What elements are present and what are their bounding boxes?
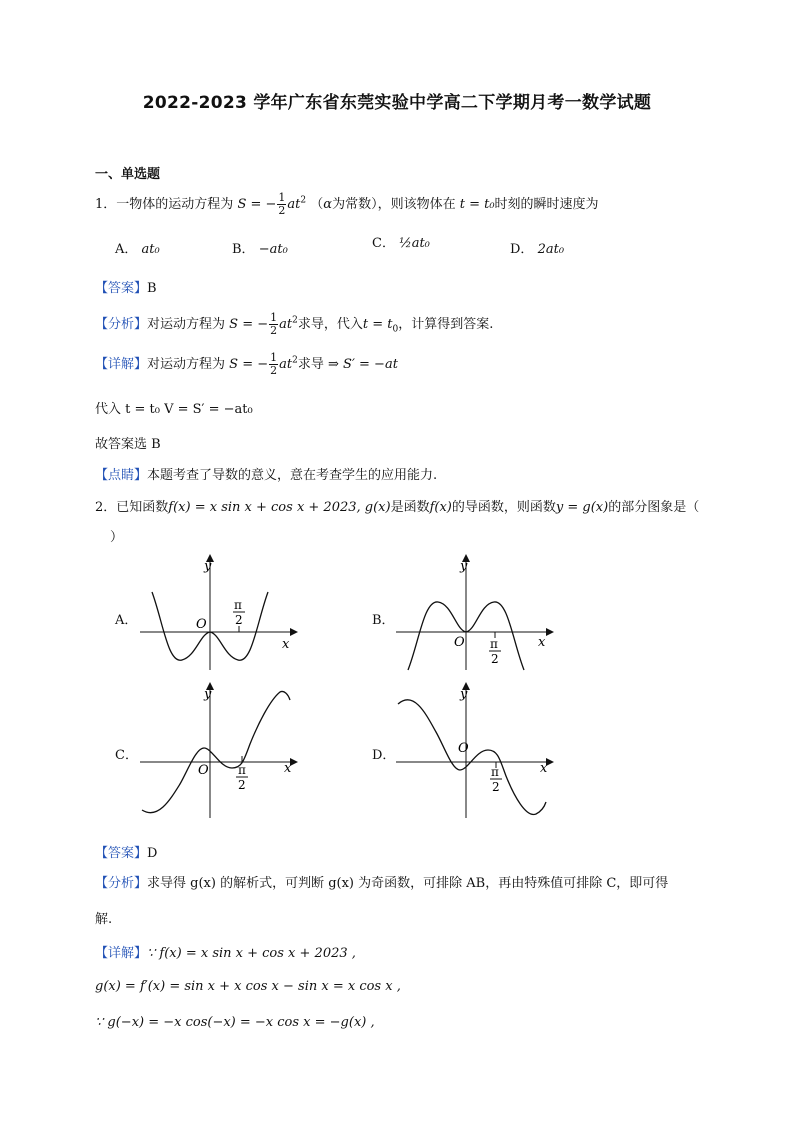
pi-label: π	[234, 598, 242, 612]
origin-label: O	[196, 617, 207, 632]
q2-detail-line-3: ∵ g(−x) = −x cos(−x) = −x cos x = −g(x) ,	[95, 1015, 375, 1030]
q1-analysis: 【分析】对运动方程为 S = − $\frac{1}{2}$ $at^2$求导，代入$t = t_0$，计算得到答案.	[95, 311, 494, 337]
axis-y-label: y	[460, 687, 468, 702]
q1-detail: 【详解】对运动方程为 S = − $\frac{1}{2}$ $at^2$求导 ⇒ S′ = −at	[95, 351, 398, 377]
graph-c	[138, 680, 298, 820]
graph-label-c: C．	[115, 748, 138, 763]
q2-answer: 【答案】D	[95, 846, 158, 861]
pi-label: π	[490, 637, 498, 651]
q2-analysis: 【分析】求导得 g(x) 的解析式，可判断 g(x) 为奇函数，可排除 AB，再由特殊值可排除 C，即可得	[95, 876, 669, 891]
two-label: 2	[491, 652, 499, 666]
two-label: 2	[235, 613, 243, 627]
q2-paren: ）	[110, 530, 124, 545]
axis-x-label: x	[538, 635, 546, 650]
axis-y-label: y	[204, 559, 212, 574]
q2-detail-line-2: g(x) = f′(x) = sin x + x cos x − sin x = x cos x ,	[95, 979, 401, 994]
q1-option-b: B． −at₀	[232, 242, 288, 257]
axis-x-label: x	[284, 761, 292, 776]
q2-stem: 2．已知函数f(x) = x sin x + cos x + 2023, g(x)是函数f(x)的导函数，则函数y = g(x)的部分图象是（	[95, 500, 700, 515]
graph-label-b: B．	[372, 613, 395, 628]
origin-label: O	[454, 635, 465, 650]
q1-option-d: D． 2at₀	[510, 242, 565, 257]
two-label: 2	[238, 778, 246, 792]
q2-detail: 【详解】∵ f(x) = x sin x + cos x + 2023 ,	[95, 946, 356, 961]
graph-label-a: A．	[115, 613, 138, 628]
axis-x-label: x	[282, 637, 290, 652]
section-heading: 一、单选题	[95, 167, 161, 182]
q1-comment: 【点睛】本题考查了导数的意义，意在考查学生的应用能力.	[95, 468, 438, 483]
axis-y-label: y	[204, 687, 212, 702]
page-title: 2022-2023 学年广东省东莞实验中学高二下学期月考一数学试题	[142, 93, 652, 113]
origin-label: O	[458, 741, 469, 756]
pi-label: π	[491, 765, 499, 779]
q1-stem: 1．一物体的运动方程为 S = − $\frac{1}{2}$ $at^2$ （α为常数），则该物体在 t = t₀时刻的瞬时速度为	[95, 191, 599, 217]
axis-x-label: x	[540, 761, 548, 776]
axis-y-label: y	[460, 559, 468, 574]
origin-label: O	[198, 763, 209, 778]
two-label: 2	[492, 780, 500, 794]
q1-option-a: A． at₀	[115, 242, 160, 257]
q1-conclusion: 故答案选 B	[95, 437, 161, 452]
graph-b	[394, 552, 554, 672]
graph-a	[138, 552, 298, 672]
q1-answer: 【答案】B	[95, 281, 157, 296]
graph-d	[394, 680, 554, 820]
pi-label: π	[238, 763, 246, 777]
q2-analysis-cont: 解.	[95, 912, 113, 927]
graph-label-d: D．	[372, 748, 396, 763]
q1-substitute: 代入 t = t₀ V = S′ = −at₀	[95, 402, 253, 417]
q1-option-c: C． ½at₀	[372, 236, 430, 251]
